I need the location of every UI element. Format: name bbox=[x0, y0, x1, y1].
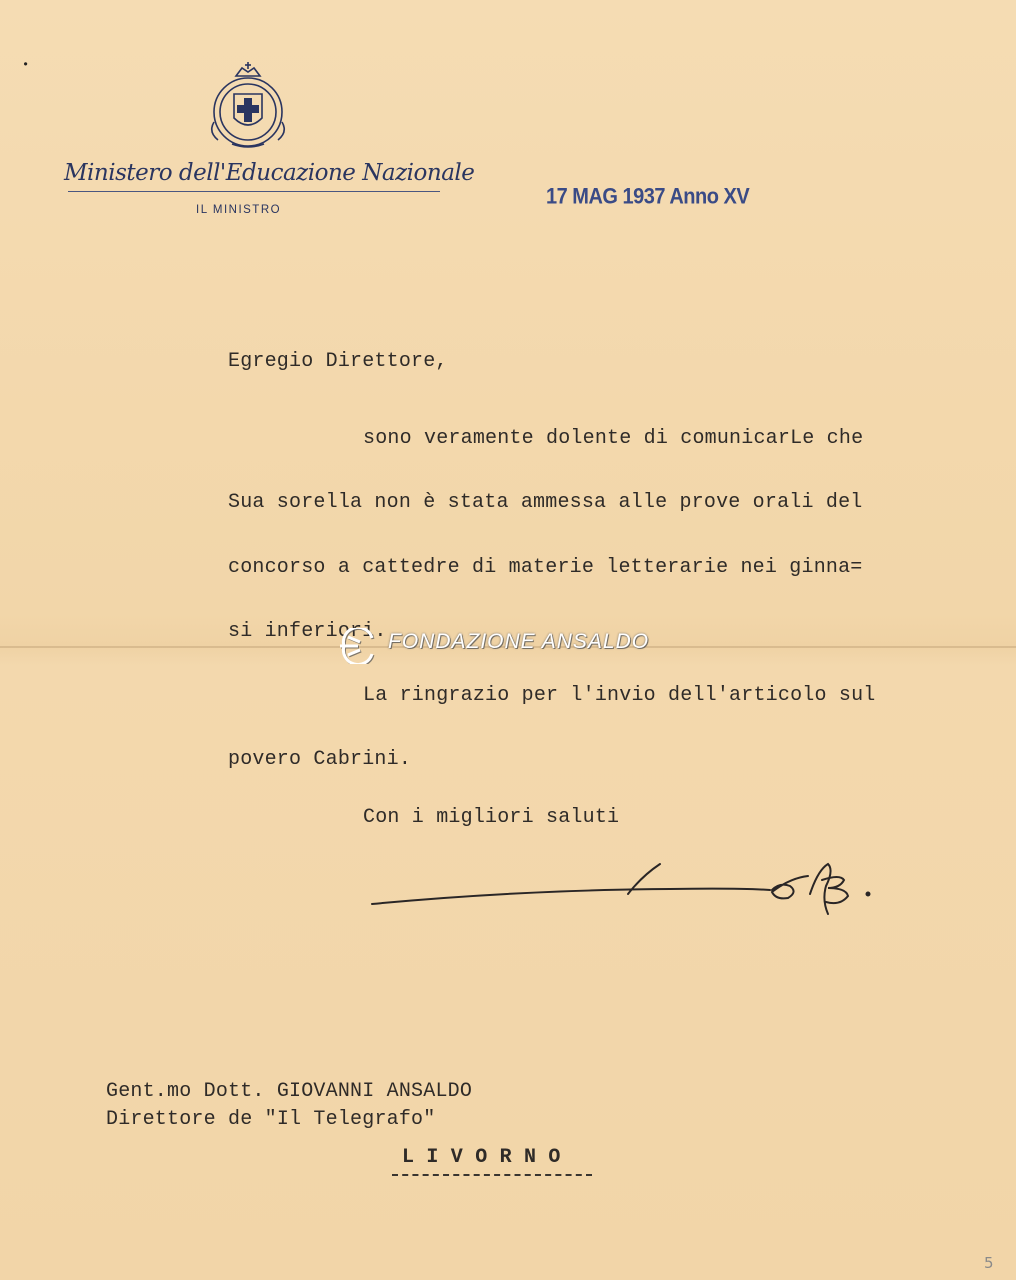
body-line-6: povero Cabrini. bbox=[228, 748, 412, 771]
watermark bbox=[334, 626, 704, 666]
letterhead-subtitle: IL MINISTRO bbox=[196, 204, 282, 216]
royal-crest-icon bbox=[206, 60, 290, 152]
handwritten-signature bbox=[370, 856, 890, 926]
body-line-4: si inferiori. bbox=[228, 620, 387, 643]
page-number: 5 bbox=[984, 1254, 994, 1272]
address-city: L I V O R N O bbox=[402, 1146, 561, 1169]
margin-mark: • bbox=[22, 58, 30, 72]
watermark-text: FONDAZIONE ANSALDO bbox=[388, 630, 650, 653]
body-line-3: concorso a cattedre di materie letterarie nei ginna= bbox=[228, 556, 863, 579]
letterhead-rule bbox=[68, 191, 440, 192]
address-line-2: Direttore de "Il Telegrafo" bbox=[106, 1108, 436, 1131]
body-line-1: sono veramente dolente di comunicarLe che bbox=[363, 427, 864, 450]
date-stamp: 17 MAG 1937 Anno XV bbox=[546, 184, 750, 210]
city-underline bbox=[392, 1172, 592, 1176]
letterhead-title: Ministero dell'Educazione Nazionale bbox=[64, 160, 475, 186]
ansaldo-logo-icon bbox=[338, 628, 380, 664]
address-line-1: Gent.mo Dott. GIOVANNI ANSALDO bbox=[106, 1080, 473, 1103]
body-line-2: Sua sorella non è stata ammessa alle prove orali del bbox=[228, 491, 863, 514]
closing-line: Con i migliori saluti bbox=[363, 806, 620, 829]
salutation: Egregio Direttore, bbox=[228, 350, 448, 373]
body-line-5: La ringrazio per l'invio dell'articolo sul bbox=[363, 684, 876, 707]
